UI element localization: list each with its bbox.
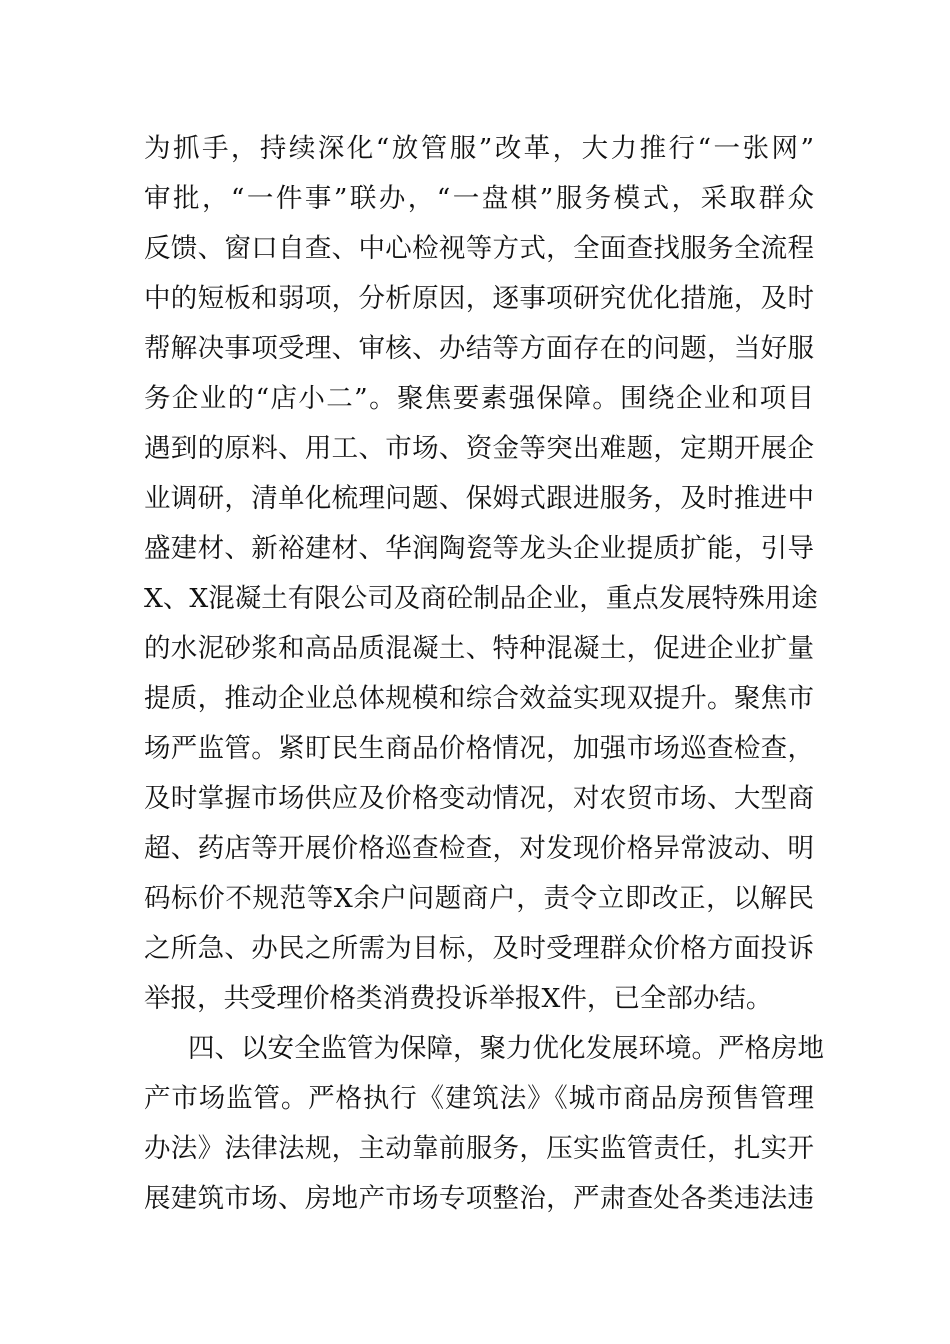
body-text	[144, 124, 824, 1224]
text-line: 反馈、窗口自查、中心检视等方式，全面查找服务全流程	[144, 233, 814, 264]
text-line: 之所急、办民之所需为目标，及时受理群众价格方面投诉	[144, 933, 814, 964]
paragraph-start-line: 四、以安全监管为保障，聚力优化发展环境。严格房地	[188, 1033, 824, 1064]
text-line: 及时掌握市场供应及价格变动情况，对农贸市场、大型商	[144, 783, 814, 814]
text-line: 展建筑市场、房地产市场专项整治，严肃查处各类违法违	[144, 1183, 814, 1214]
text-line: 超、药店等开展价格巡查检查，对发现价格异常波动、明	[144, 833, 814, 864]
text-line: 遇到的原料、用工、市场、资金等突出难题，定期开展企	[144, 433, 814, 464]
text-line: 业调研，清单化梳理问题、保姆式跟进服务，及时推进中	[144, 483, 814, 514]
text-line: 场严监管。紧盯民生商品价格情况，加强市场巡查检查，	[144, 733, 814, 764]
text-line: 为抓手，持续深化“放管服”改革，大力推行“一张网”	[144, 133, 814, 164]
paragraph-end-line: 举报，共受理价格类消费投诉举报X件，已全部办结。	[144, 983, 773, 1014]
text-line: 帮解决事项受理、审核、办结等方面存在的问题，当好服	[144, 333, 814, 364]
text-line: 产市场监管。严格执行《建筑法》《城市商品房预售管理	[144, 1083, 814, 1114]
text-line: 码标价不规范等X余户问题商户，责令立即改正，以解民	[144, 883, 814, 914]
text-line: 务企业的“店小二”。聚焦要素强保障。围绕企业和项目	[144, 383, 814, 414]
text-line: 中的短板和弱项，分析原因，逐事项研究优化措施，及时	[144, 283, 814, 314]
text-line: 审批，“一件事”联办，“一盘棋”服务模式，采取群众	[144, 183, 814, 214]
text-line: 办法》法律法规，主动靠前服务，压实监管责任，扎实开	[144, 1133, 814, 1164]
text-line: 提质，推动企业总体规模和综合效益实现双提升。聚焦市	[144, 683, 814, 714]
text-line: 的水泥砂浆和高品质混凝土、特种混凝土，促进企业扩量	[144, 633, 814, 664]
text-line: 盛建材、新裕建材、华润陶瓷等龙头企业提质扩能，引导	[144, 533, 814, 564]
text-line: X、X混凝土有限公司及商砼制品企业，重点发展特殊用途	[144, 583, 818, 614]
